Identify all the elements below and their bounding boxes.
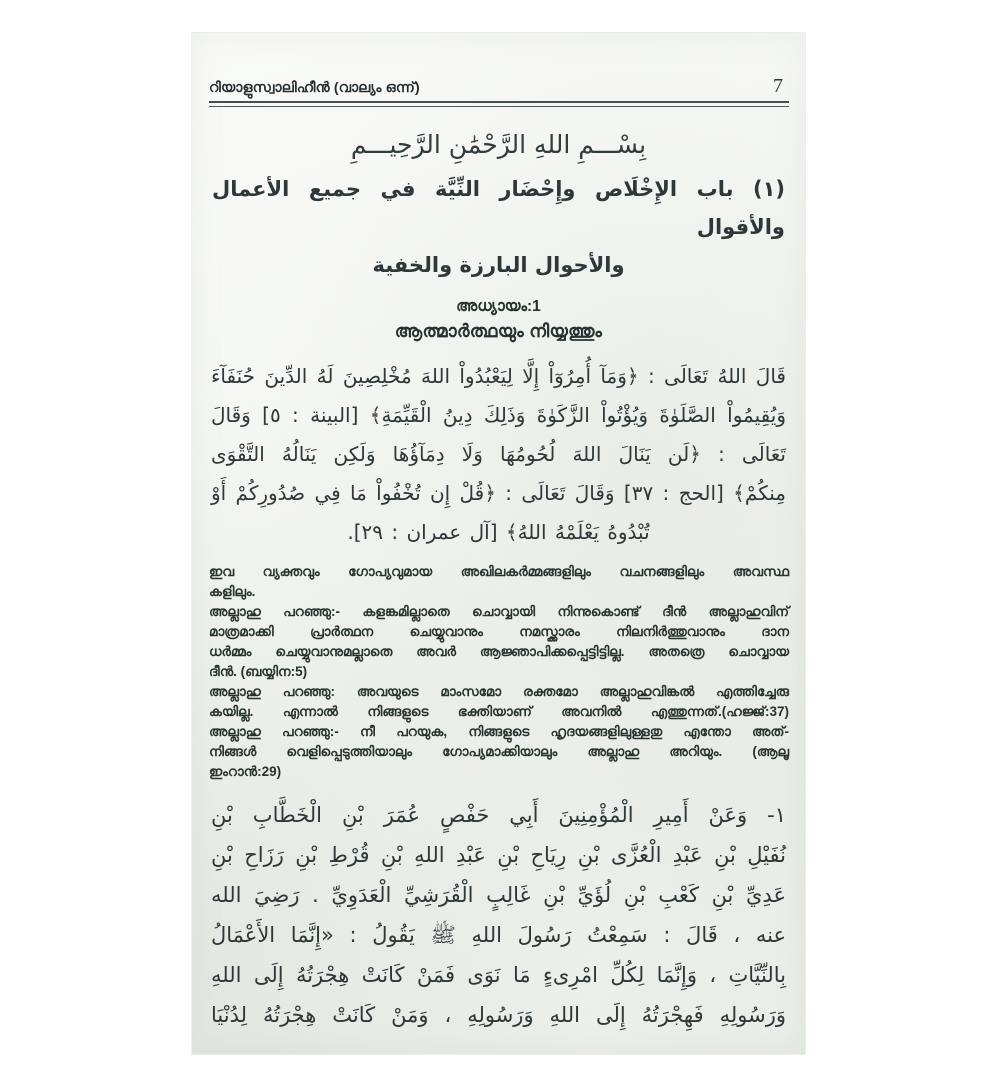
malayalam-line: ധർമ്മം ചെയ്യുവാനുമല്ലാതെ അവർ ആജ്ഞാപിക്കപ്പെട്ടിട്ടില്ല. അതത്രെ ചൊവ്വായ (209, 644, 789, 659)
hadith-line: عنه ، قَالَ : سَمِعْتُ رَسُولَ اللهِ ﷺ يَقُولُ : «إِنَّمَا الأَعْمَالُ (211, 923, 786, 947)
chapter-number-malayalam: അധ്യായം:1 (456, 298, 541, 315)
page-number: 7 (773, 75, 783, 97)
chapter-heading-line-2: والأحوال البارزة والخفية (372, 253, 625, 277)
chapter-heading-arabic (212, 170, 785, 284)
chapter-heading-line-1: (١) باب الإِخْلَاص وإِحْضَار النِّيَّة في جميع الأعمال والأقوال (212, 177, 785, 239)
quran-verse-line: مِنكُمْ﴾ [الحج : ٣٧] وَقَالَ تَعَالَى : ﴿قُلْ إِن تُخْفُواْ مَا فِي صُدُورِكُمْ أَوْ (211, 481, 787, 505)
malayalam-line: കയില്ല. എന്നാൽ നിങ്ങളുടെ ഭക്തിയാണ് അവനിൽ എത്തുന്നത്.(ഹജ്ജ്:37) (209, 704, 789, 719)
quran-verse-line: تُبْدُوهُ يَعْلَمْهُ اللهُ﴾ [آل عمران : ٢٩]. (347, 520, 650, 544)
malayalam-translation-block (209, 562, 789, 782)
malayalam-line: ദീൻ. (ബയ്യിന:5) (209, 664, 308, 679)
hadith-line: بِالنِّيَّاتِ ، وَإِنَّمَا لِكُلِّ امْرِىءٍ مَا نَوَى فَمَنْ كَانَتْ هِجْرَتُهُ إِلَى اللهِ (211, 963, 786, 987)
hadith-line: نُفَيْلِ بْنِ عَبْدِ الْعُزَّى بْنِ رِيَاحِ بْنِ عَبْدِ اللهِ بْنِ قُرْطِ بْنِ رَزَاحِ بْنِ (211, 843, 786, 867)
quran-verse-line: قَالَ اللهُ تَعَالَى : ﴿وَمَآ أُمِرُوٓاْ إِلَّا لِيَعْبُدُواْ اللهَ مُخْلِصِينَ لَهُ الدِّينَ حُنَفَآءَ (211, 364, 786, 388)
hadith-line: ١- وَعَنْ أَمِيرِ الْمُؤْمِنِينَ أَبِي حَفْصٍ عُمَرَ بْنِ الْخَطَّابِ بْنِ (211, 803, 786, 827)
quran-verse-line: تَعَالَى : ﴿لَن يَنَالَ اللهَ لُحُومُهَا وَلَا دِمَآؤُهَا وَلَكِن يَنَالُهُ التَّقْوَى (211, 442, 786, 466)
hadith-line: عَدِيِّ بْنِ كَعْبِ بْنِ لُؤَيِّ بْنِ غَالِبٍ الْقُرَشِيِّ الْعَدَوِيِّ . رَضِيَ الله (211, 883, 786, 907)
malayalam-line: ഇംറാൻ:29) (209, 764, 282, 779)
page-header (209, 75, 787, 98)
book-title: റിയാളുസ്വാലിഹീൻ (വാല്യം ഒന്ന്) (209, 79, 420, 95)
malayalam-line: അല്ലാഹു പറഞ്ഞു:- കളങ്കമില്ലാതെ ചൊവ്വായി നിന്നുകൊണ്ട് ദീൻ അല്ലാഹുവിന് (209, 604, 789, 619)
malayalam-line: കളിലും. (209, 584, 256, 599)
bismillah-calligraphy: بِسْـــمِ اللهِ الرَّحْمَٰنِ الرَّحِيـــمِ (350, 130, 647, 159)
hadith-line: وَرَسُولِهِ فَهِجْرَتُهُ إِلَى اللهِ وَرَسُولِهِ ، وَمَنْ كَانَتْ هِجْرَتُهُ لِدُنْيَا (211, 1003, 786, 1027)
quran-verse-line: وَيُقِيمُواْ الصَّلَوٰةَ وَيُؤْتُواْ الزَّكَوٰةَ وَذَلِكَ دِينُ الْقَيِّمَةِ﴾ [البينة : ٥] وَقَالَ (211, 403, 786, 427)
malayalam-line: ഇവ വ്യക്തവും ഗോപ്യവുമായ അഖിലകർമ്മങ്ങളിലും വചനങ്ങളിലും അവസ്ഥ (209, 564, 789, 579)
header-double-rule (209, 101, 789, 107)
malayalam-line: മാത്രമാക്കി പ്രാർത്ഥന ചെയ്യുവാനും നമസ്ക്കാരം നിലനിർത്തുവാനും ദാന (209, 624, 789, 639)
hadith-text-block (211, 795, 786, 1035)
scanned-book-page (192, 33, 805, 1054)
quran-verses-block (211, 357, 786, 552)
malayalam-line: അല്ലാഹു പറഞ്ഞു:- നീ പറയുക, നിങ്ങളുടെ ഹൃദയങ്ങളിലുള്ളതു എന്തോ അത്- (209, 724, 789, 739)
malayalam-line: നിങ്ങൾ വെളിപ്പെടുത്തിയാലും ഗോപ്യമാക്കിയാലും അല്ലാഹു അറിയും. (ആലൂ (209, 744, 789, 759)
chapter-title-malayalam: ആത്മാർത്ഥയും നിയ്യത്തും (394, 321, 603, 341)
malayalam-line: അല്ലാഹു പറഞ്ഞു: അവയുടെ മാംസമോ രക്തമോ അല്ലാഹുവിങ്കൽ എത്തിച്ചേരു (209, 684, 789, 699)
